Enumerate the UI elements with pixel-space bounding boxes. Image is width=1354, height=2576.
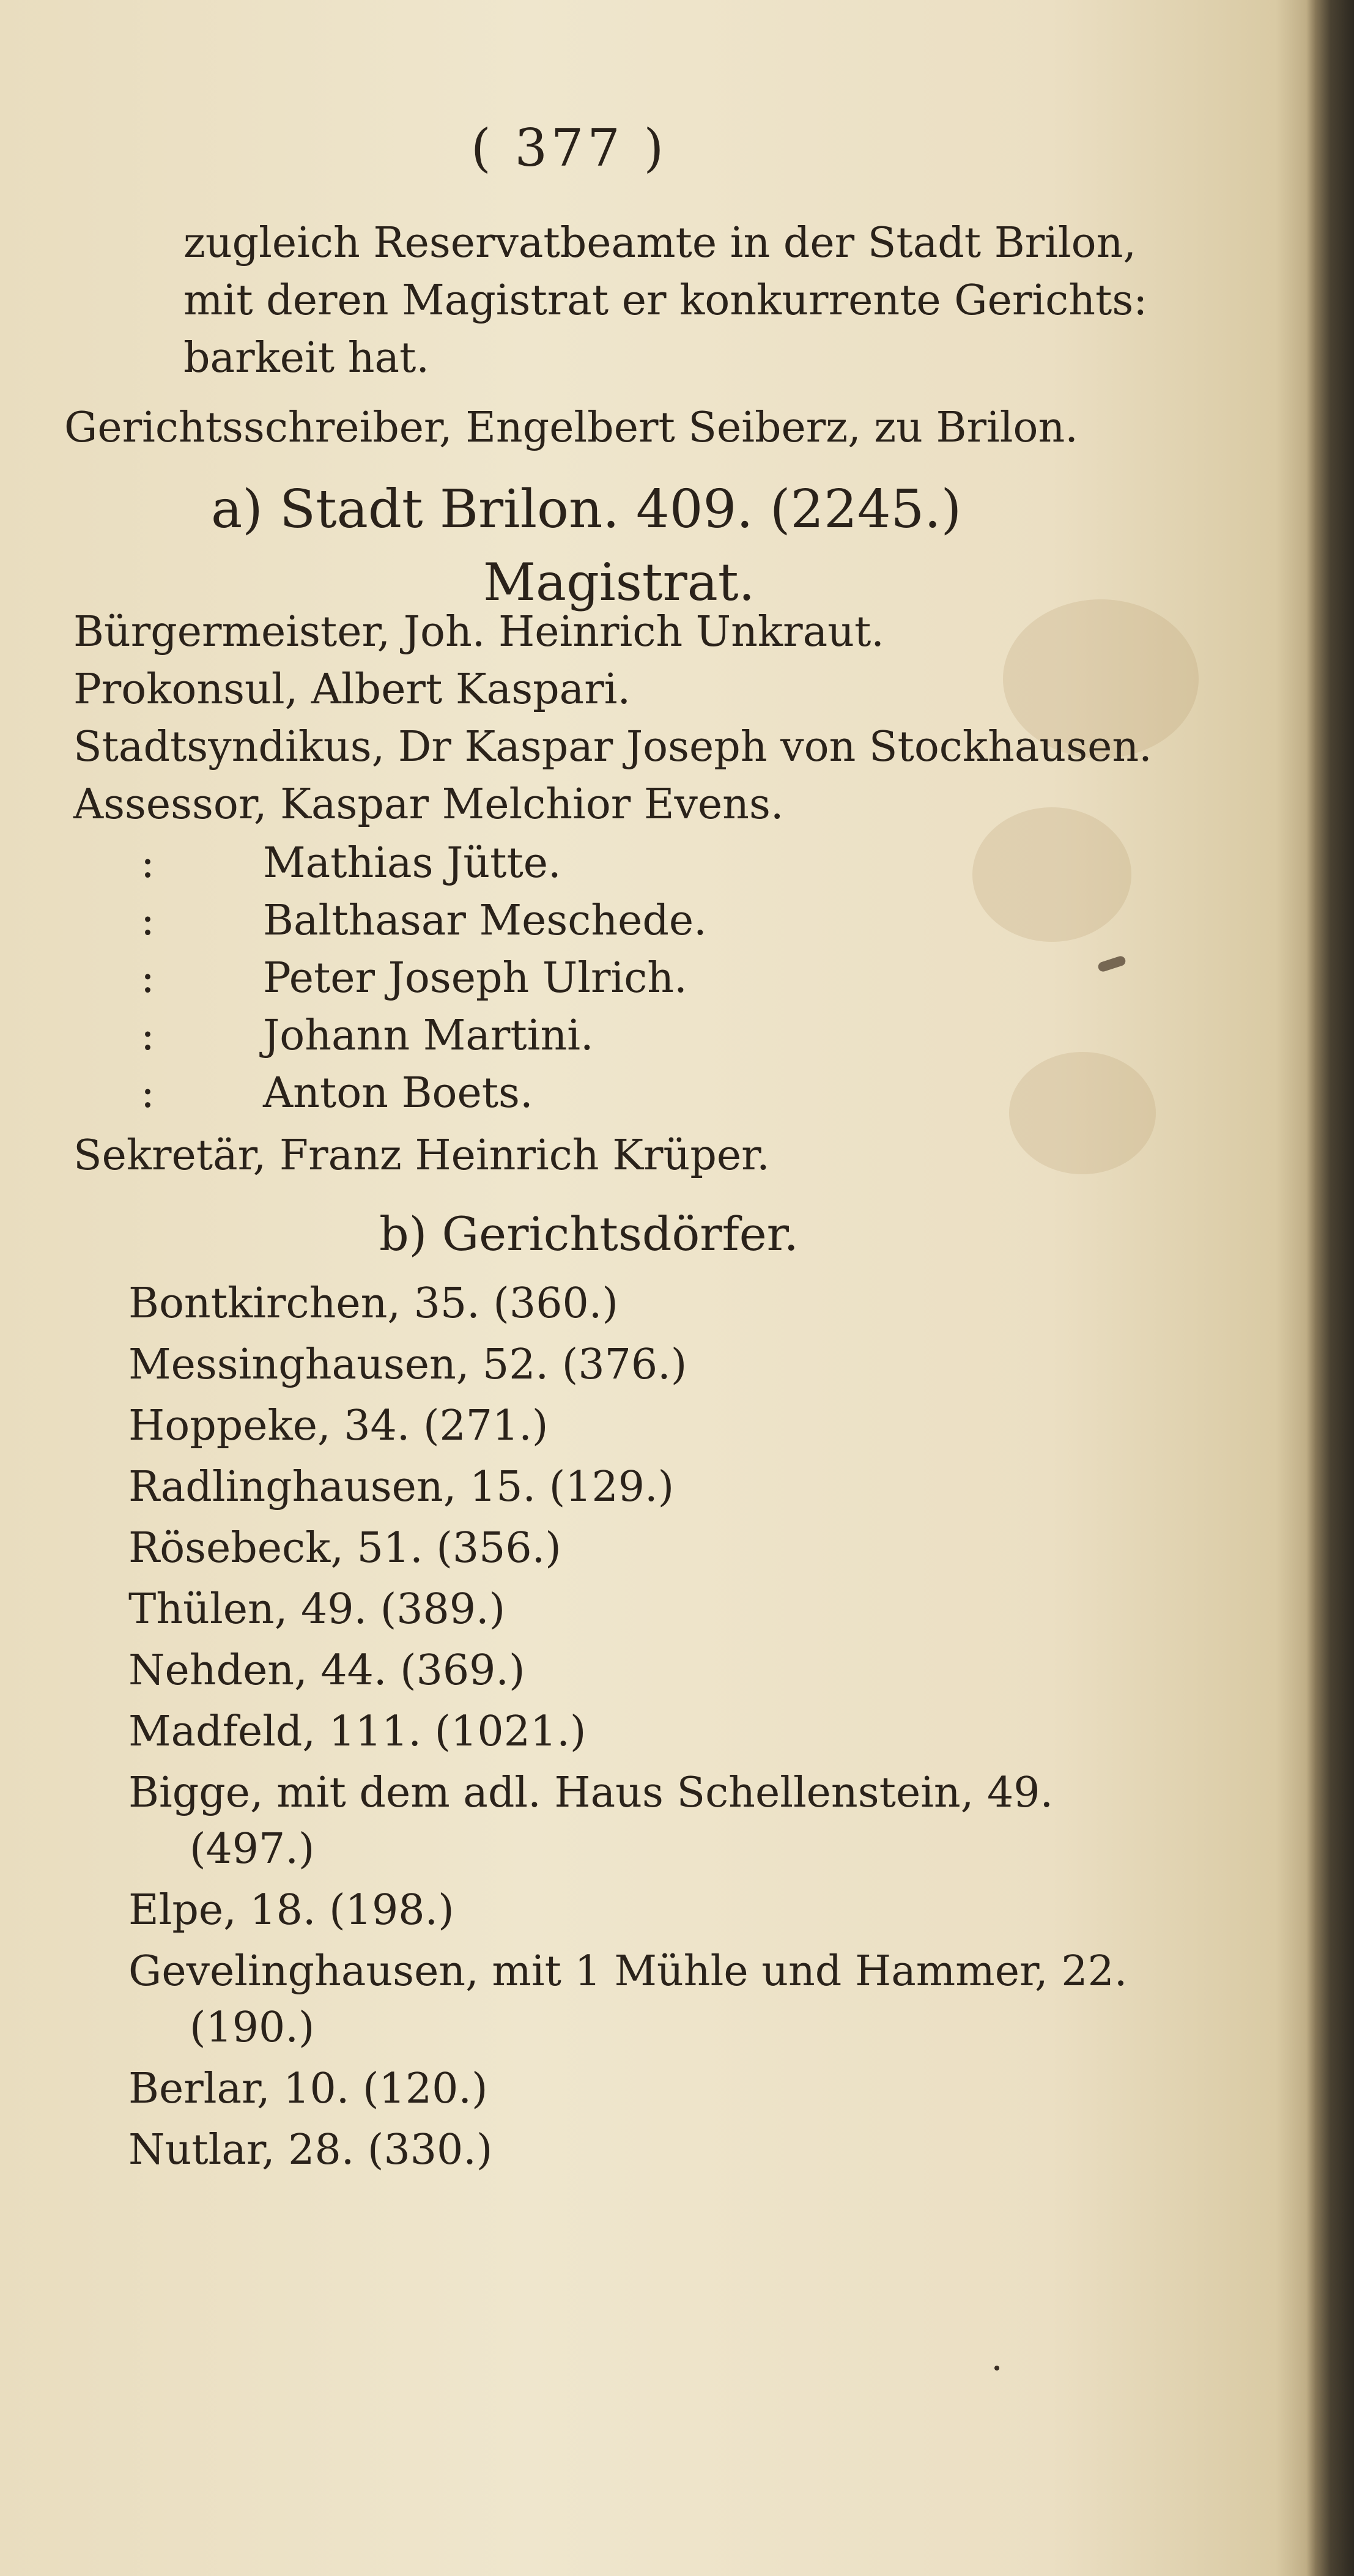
intro-line-3: barkeit hat.: [183, 334, 429, 382]
page-gutter-shadow: [1306, 0, 1315, 2576]
assessor-name: Peter Joseph Ulrich.: [263, 954, 687, 1002]
assessor-name: Johann Martini.: [263, 1012, 594, 1060]
village-entry: Thülen, 49. (389.): [128, 1585, 506, 1634]
assessor-mark: :: [141, 1012, 155, 1060]
village-entry: Messinghausen, 52. (376.): [128, 1341, 687, 1389]
village-entry: Nehden, 44. (369.): [128, 1646, 525, 1695]
paper-stain: [1009, 1052, 1156, 1174]
assessor-name: Balthasar Meschede.: [263, 897, 707, 945]
official-prokonsul: Prokonsul, Albert Kaspari.: [73, 665, 631, 714]
assessor-mark: :: [141, 897, 155, 945]
court-writer-line: Gerichtsschreiber, Engelbert Seiberz, zu Brilon.: [64, 404, 1078, 452]
section-a-subheading: Magistrat.: [483, 552, 755, 612]
assessor-mark: :: [141, 954, 155, 1002]
village-entry: Nutlar, 28. (330.): [128, 2126, 493, 2174]
village-entry: Hoppeke, 34. (271.): [128, 1402, 549, 1450]
assessor-name: Anton Boets.: [263, 1069, 533, 1117]
assessor-name: Mathias Jütte.: [263, 839, 561, 887]
official-buergermeister: Bürgermeister, Joh. Heinrich Unkraut.: [73, 608, 884, 656]
village-entry: Berlar, 10. (120.): [128, 2065, 488, 2113]
village-entry-continued: (497.): [190, 1825, 315, 1873]
village-entry: Bontkirchen, 35. (360.): [128, 1279, 618, 1328]
village-entry: Elpe, 18. (198.): [128, 1886, 454, 1934]
intro-line-2: mit deren Magistrat er konkurrente Gerichts:: [183, 276, 1148, 325]
assessor-mark: :: [141, 1069, 155, 1117]
village-entry: Radlinghausen, 15. (129.): [128, 1463, 675, 1511]
official-stadtsyndikus: Stadtsyndikus, Dr Kaspar Joseph von Stockhausen.: [73, 723, 1152, 771]
village-entry: Gevelinghausen, mit 1 Mühle und Hammer, 22.: [128, 1947, 1128, 1996]
paper-stain: [972, 807, 1131, 942]
village-entry: Madfeld, 111. (1021.): [128, 1708, 586, 1756]
section-a-heading: a) Stadt Brilon. 409. (2245.): [211, 479, 962, 540]
village-entry: Rösebeck, 51. (356.): [128, 1524, 561, 1572]
village-entry: Bigge, mit dem adl. Haus Schellenstein, 49.: [128, 1769, 1054, 1817]
page-number: ( 377 ): [471, 118, 668, 178]
intro-line-1: zugleich Reservatbeamte in der Stadt Brilon,: [183, 219, 1137, 267]
village-entry-continued: (190.): [190, 2004, 315, 2052]
official-assessor: Assessor, Kaspar Melchior Evens.: [73, 780, 784, 829]
assessor-mark: :: [141, 839, 155, 887]
ink-dot: [994, 2366, 999, 2371]
section-b-heading: b) Gerichtsdörfer.: [379, 1207, 799, 1261]
official-sekretaer: Sekretär, Franz Heinrich Krüper.: [73, 1131, 770, 1180]
book-spine: [1315, 0, 1354, 2576]
